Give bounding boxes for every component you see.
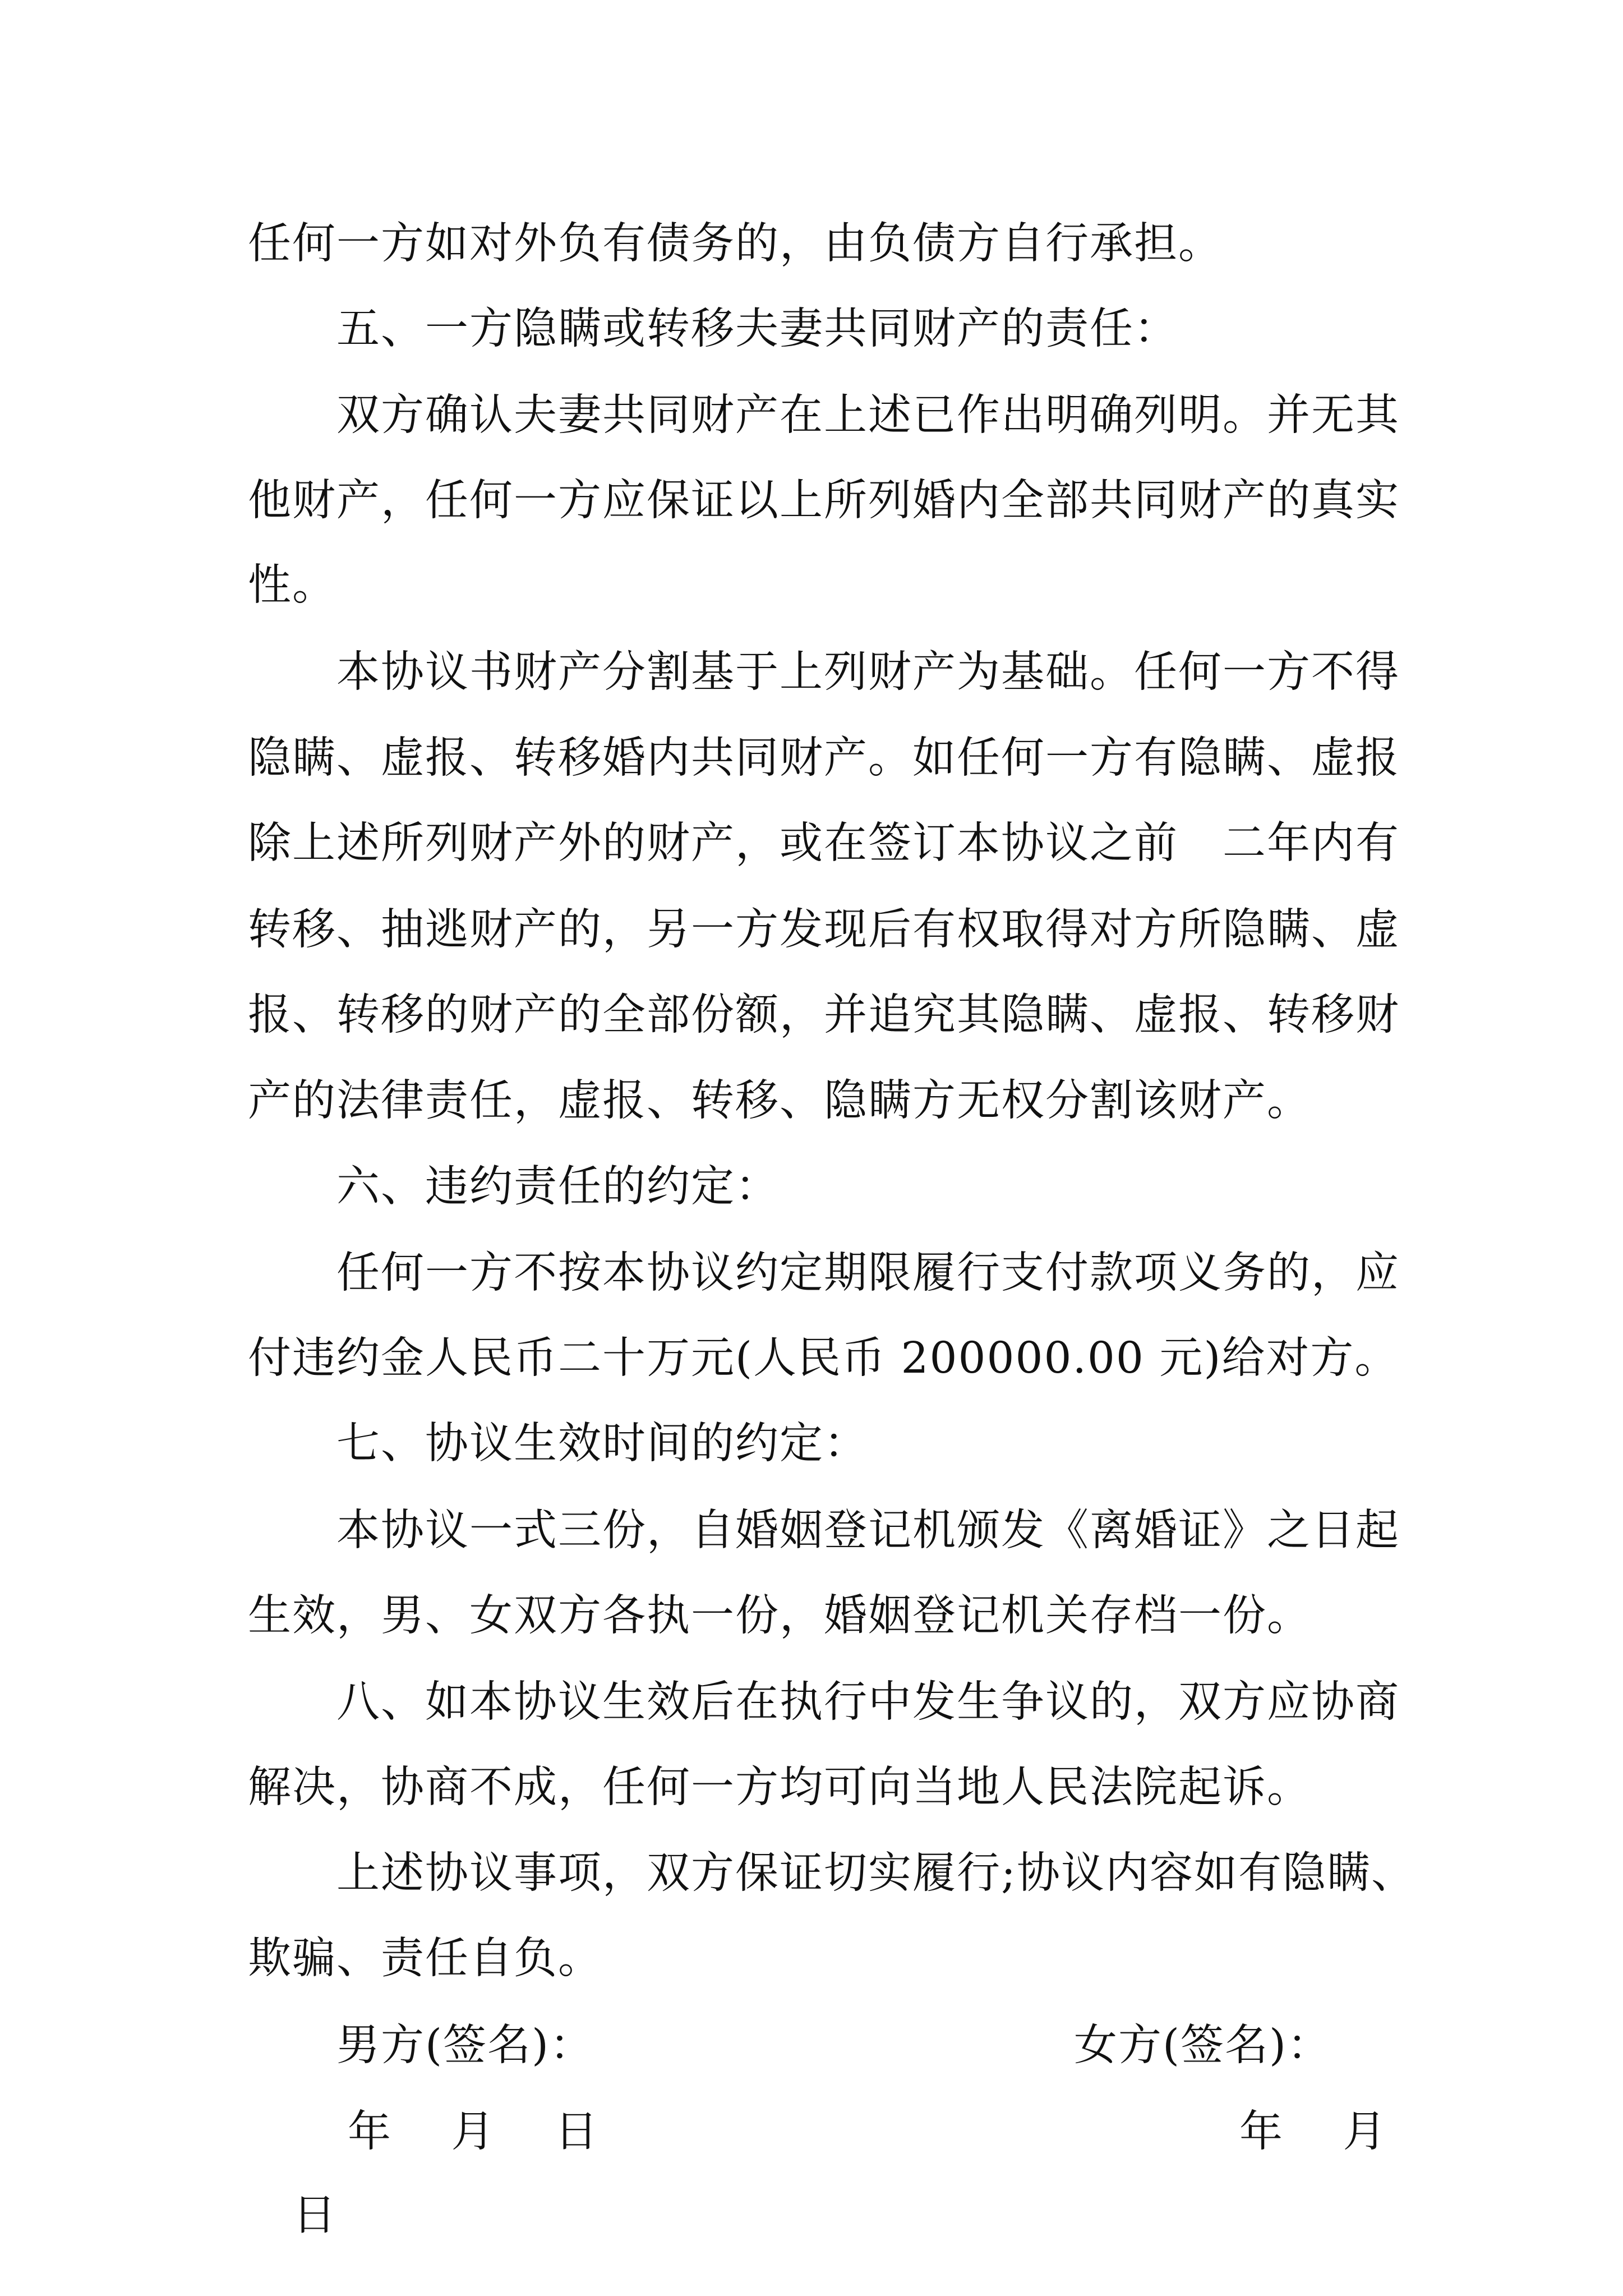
paragraph-line: 转移、抽逃财产的，另一方发现后有权取得对方所隐瞒、虚 [248, 905, 1400, 955]
paragraph-line: 上述协议事项，双方保证切实履行;协议内容如有隐瞒、 [336, 1848, 1415, 1898]
paragraph-line: 产的法律责任，虚报、转移、隐瞒方无权分割该财产。 [248, 1076, 1311, 1126]
paragraph-line: 报、转移的财产的全部份额，并追究其隐瞒、虚报、转移财 [248, 990, 1400, 1040]
paragraph-line: 他财产，任何一方应保证以上所列婚内全部共同财产的真实 [248, 476, 1400, 526]
section-heading-five: 五、一方隐瞒或转移夫妻共同财产的责任： [336, 304, 1178, 354]
paragraph-line: 本协议书财产分割基于上列财产为基础。任何一方不得 [336, 647, 1400, 697]
section-heading-six: 六、违约责任的约定： [336, 1162, 780, 1212]
female-signature-date-day: 日 [293, 2191, 337, 2240]
female-signature-date: 年 月 [1239, 2107, 1387, 2157]
paragraph-line: 付违约金人民币二十万元(人民币 200000.00 元)给对方。 [248, 1333, 1399, 1383]
paragraph-line: 性。 [248, 560, 336, 610]
paragraph-line: 双方确认夫妻共同财产在上述已作出明确列明。并无其 [336, 390, 1400, 440]
paragraph-line: 本协议一式三份，自婚姻登记机颁发《离婚证》之日起 [336, 1506, 1400, 1556]
paragraph-line: 欺骗、责任自负。 [248, 1934, 602, 1984]
paragraph-line: 除上述所列财产外的财产，或在签订本协议之前 二年内有 [248, 818, 1400, 868]
section-heading-seven: 七、协议生效时间的约定： [336, 1419, 868, 1469]
paragraph-line: 生效，男、女双方各执一份，婚姻登记机关存档一份。 [248, 1591, 1311, 1641]
paragraph-line: 任何一方不按本协议约定期限履行支付款项义务的，应 [336, 1248, 1400, 1298]
female-signature-label: 女方(签名)： [1074, 2021, 1332, 2070]
section-heading-eight: 八、如本协议生效后在执行中发生争议的，双方应协商 [336, 1677, 1400, 1727]
male-signature-label: 男方(签名)： [336, 2021, 594, 2070]
male-signature-date: 年 月 日 [348, 2107, 599, 2157]
paragraph-line: 解决，协商不成，任何一方均可向当地人民法院起诉。 [248, 1763, 1311, 1812]
paragraph-line: 任何一方如对外负有债务的，由负债方自行承担。 [248, 219, 1223, 269]
paragraph-line: 隐瞒、虚报、转移婚内共同财产。如任何一方有隐瞒、虚报 [248, 733, 1400, 783]
